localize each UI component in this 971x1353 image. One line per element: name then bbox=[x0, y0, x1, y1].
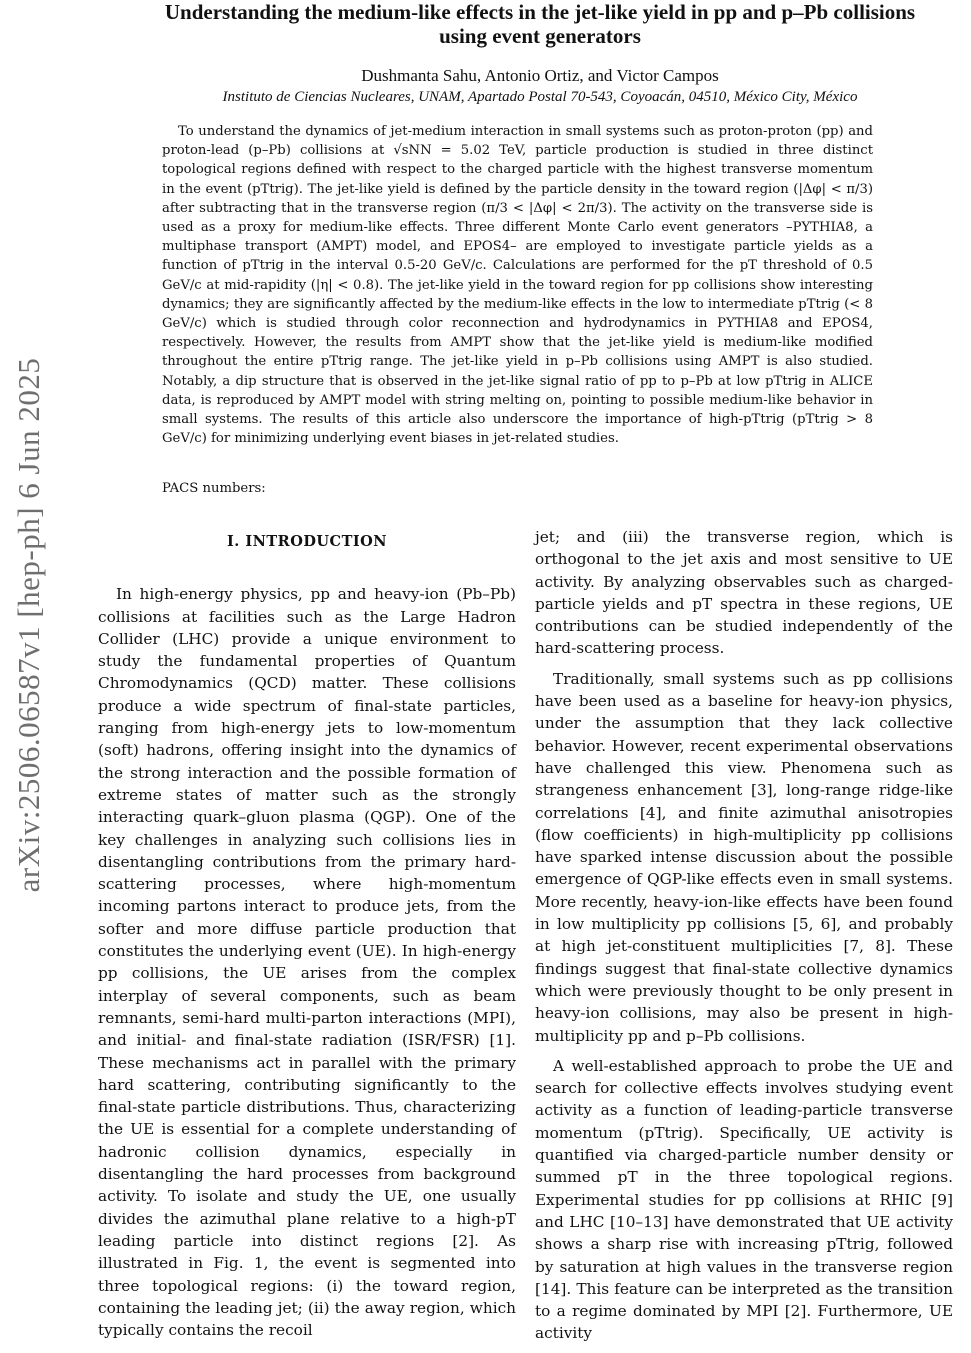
paper-title bbox=[60, 0, 971, 48]
author-list: Dushmanta Sahu, Antonio Ortiz, and Victor Campos bbox=[361, 66, 719, 85]
paragraph: In high-energy physics, pp and heavy-ion (Pb–Pb) collisions at facilities such as the Large Hadron Collider (LHC) provide a unique environment to study the fundamental properties of Quantum Chromodynamics (QCD) matter. These collisions produce a wide spectrum of final-state particles, ranging from high-energy jets to low-momentum (soft) hadrons, offering insight into the dynamics of the strong interaction and the possible formation of extreme states of matter such as the strongly interacting quark–gluon plasma (QGP). One of the key challenges in analyzing such collisions lies in disentangling contributions from the primary hard-scattering processes, where high-momentum incoming partons interact to produce jets, from the softer and more diffuse particle production that constitutes the underlying event (UE). In high-energy pp collisions, the UE arises from the complex interplay of several components, such as beam remnants, semi-hard multi-parton interactions (MPI), and initial- and final-state radiation (ISR/FSR) [1]. These mechanisms act in parallel with the primary hard scattering, contributing significantly to the final-state particle distributions. Thus, characterizing the UE is essential for a complete understanding of hadronic collision dynamics, especially in disentangling the hard processes from background activity. To isolate and study the UE, one usually divides the azimuthal plane relative to a high-pT leading particle into distinct regions [2]. As illustrated in Fig. 1, the event is segmented into three topological regions: (i) the toward region, containing the leading jet; (ii) the away region, which typically contains the recoil bbox=[98, 585, 516, 1340]
pacs-numbers: PACS numbers: bbox=[162, 481, 266, 496]
title-line-2: using event generators bbox=[439, 24, 641, 48]
left-column bbox=[98, 527, 516, 1349]
section-heading-introduction: I. INTRODUCTION bbox=[226, 533, 388, 550]
right-column bbox=[535, 526, 953, 1353]
affiliation: Instituto de Ciencias Nucleares, UNAM, Apartado Postal 70-543, Coyoacán, 04510, México City, México bbox=[222, 89, 858, 105]
abstract: To understand the dynamics of jet-medium interaction in small systems such as proton-proton (pp) and proton-lead (p–Pb) collisions at √sNN = 5.02 TeV, particle production is studied in three distinct topological regions defined with respect to the charged particle with the highest transverse momentum in the event (pTtrig). The jet-like yield is defined by the particle density in the toward region (|Δφ| < π/3) after subtracting that in the transverse region (π/3 < |Δφ| < 2π/3). The activity on the transverse side is used as a proxy for medium-like effects. Three different Monte Carlo event generators –PYTHIA8, a multiphase transport (AMPT) model, and EPOS4– are employed to investigate particle yields as a function of pTtrig in the interval 0.5-20 GeV/c. Calculations are performed for the pT threshold of 0.5 GeV/c at mid-rapidity (|η| < 0.8). The jet-like yield in the toward region for pp collisions show interesting dynamics; they are significantly affected by the medium-like effects in the low to intermediate pTtrig (< 8 GeV/c) which is studied through color reconnection and hydrodynamics in PYTHIA8 and EPOS4, respectively. However, the results from AMPT show that the jet-like yield is medium-like modified throughout the entire pTtrig range. The jet-like yield in p–Pb collisions using AMPT is also studied. Notably, a dip structure that is observed in the jet-like signal ratio of pp to p–Pb at low pTtrig in ALICE data, is reproduced by AMPT model with string melting on, pointing to possible medium-like behavior in small systems. The results of this article also underscore the importance of high-pTtrig (pTtrig > 8 GeV/c) for minimizing underlying event biases in jet-related studies. bbox=[162, 124, 873, 447]
arxiv-identifier-stamp bbox=[6, 345, 52, 905]
arxiv-identifier-text: arXiv:2506.06587v1 [hep-ph] 6 Jun 2025 bbox=[11, 357, 46, 893]
paragraph: A well-established approach to probe the UE and search for collective effects involves studying event activity as a function of leading-particle transverse momentum (pTtrig). Specifically, UE activity is quantified via charged-particle number density or summed pT in the three topological regions. Experimental studies for pp collisions at RHIC [9] and LHC [10–13] have demonstrated that UE activity shows a sharp rise with increasing pTtrig, followed by saturation at high values in the transverse region [14]. This feature can be interpreted as the transition to a regime dominated by MPI [2]. Furthermore, UE activity bbox=[535, 1056, 953, 1343]
paragraph: Traditionally, small systems such as pp collisions have been used as a baseline for heavy-ion physics, under the assumption that they lack collective behavior. However, recent experimental observations have challenged this view. Phenomena such as strangeness enhancement [3], long-range ridge-like correlations [4], and finite azimuthal anisotropies (flow coefficients) in high-multiplicity pp collisions have sparked intense discussion about the possible emergence of QGP-like effects even in small systems. More recently, heavy-ion-like effects have been found in low multiplicity pp collisions [5, 6], and probably at high jet-constituent multiplicities [7, 8]. These findings suggest that final-state collective dynamics which were previously thought to be only present in heavy-ion collisions, may also be present in high-multiplicity pp and p–Pb collisions. bbox=[535, 669, 953, 1045]
paragraph: jet; and (iii) the transverse region, which is orthogonal to the jet axis and most sensitive to UE activity. By analyzing observables such as charged-particle yields and pT spectra in these regions, UE contributions can be studied independently of the hard-scattering process. bbox=[535, 528, 953, 658]
title-line-1: Understanding the medium-like effects in the jet-like yield in pp and p–Pb collisions bbox=[164, 0, 916, 24]
